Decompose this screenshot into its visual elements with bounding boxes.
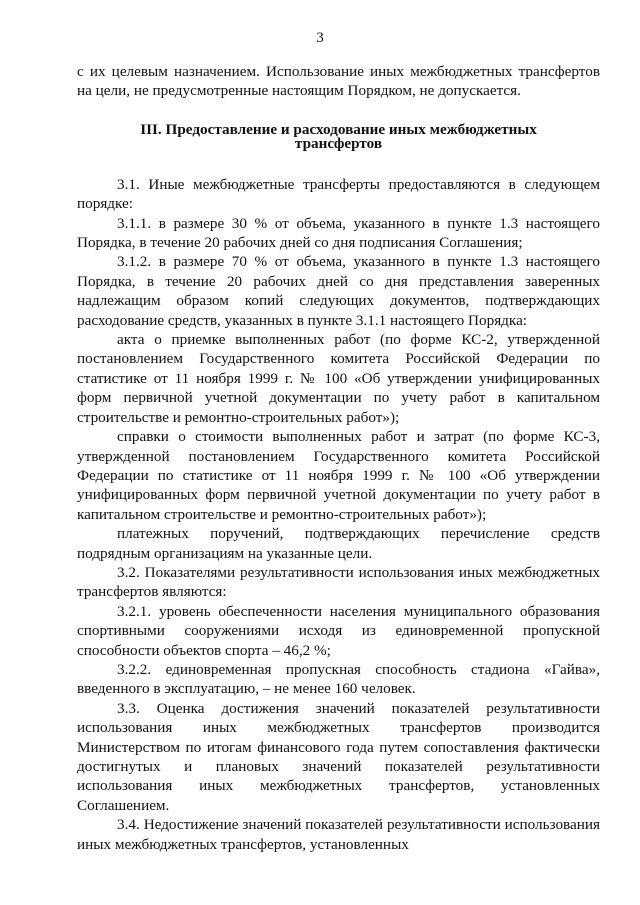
paragraph-3-2: 3.2. Показателями результативности использования иных межбюджетных трансфертов являются: xyxy=(77,563,600,601)
paragraph-ks3-certificate: справки о стоимости выполненных работ и затрат (по форме КС-3, утвержденной постановлением Государственного комитета Российской Федерации по статистике от 11 ноября 1999 г. № 100 «Об утверждении унифицированных форм первичной учетной документации по учету работ в капитальном строительстве и ремонтно-строительных работ»); xyxy=(77,428,600,523)
paragraph-3-2-2: 3.2.2. единовременная пропускная способность стадиона «Гайва», введенного в эксплуатацию, – не менее 160 человек. xyxy=(77,660,600,698)
paragraph-3-1: 3.1. Иные межбюджетные трансферты предоставляются в следующем порядке: xyxy=(77,175,600,213)
paragraph-3-2-1: 3.2.1. уровень обеспеченности населения муниципального образования спортивными сооружениями исходя из единовременной пропускной способности объектов спорта – 46,2 %; xyxy=(77,602,600,659)
section-title-line1: III. Предоставление и расходование иных межбюджетных xyxy=(140,120,537,138)
section-title-line2: трансфертов xyxy=(294,134,383,152)
paragraph-3-1-2: 3.1.2. в размере 70 % от объема, указанного в пункте 1.3 настоящего Порядка, в течение 20 рабочих дней со дня представления заверенных надлежащим образом копий следующих документов, подтверждающих расходование средств, указанных в пункте 3.1.1 настоящего Порядка: xyxy=(77,253,600,329)
paragraph-3-4: 3.4. Недостижение значений показателей результативности использования иных межбюджетных трансфертов, установленных xyxy=(77,816,600,853)
section-title xyxy=(77,120,600,152)
intro-paragraph: с их целевым назначением. Использование иных межбюджетных трансфертов на цели, не предусмотренные настоящим Порядком, не допускается. xyxy=(77,63,600,100)
paragraph-ks2-act: акта о приемке выполненных работ (по форме КС-2, утвержденной постановлением Государственного комитета Российской Федерации по статистике от 11 ноября 1999 г. № 100 «Об утверждении унифицированных форм первичной учетной документации по учету работ в капитальном строительстве и ремонтно-строительных работ»); xyxy=(77,331,600,426)
paragraph-3-3: 3.3. Оценка достижения значений показателей результативности использования иных межбюджетных трансфертов производится Министерством по итогам финансового года путем сопоставления фактически достигнутых и плановых значений показателей результативности использования иных межбюджетных трансфертов, установленных Соглашением. xyxy=(77,699,600,814)
document-body xyxy=(77,62,600,854)
page-number: 3 xyxy=(316,30,324,46)
paragraph-payment-orders: платежных поручений, подтверждающих перечисление средств подрядным организациям на указанные цели. xyxy=(77,525,600,562)
paragraph-3-1-1: 3.1.1. в размере 30 % от объема, указанного в пункте 1.3 настоящего Порядка, в течение 20 рабочих дней со дня подписания Соглашения; xyxy=(77,214,600,252)
